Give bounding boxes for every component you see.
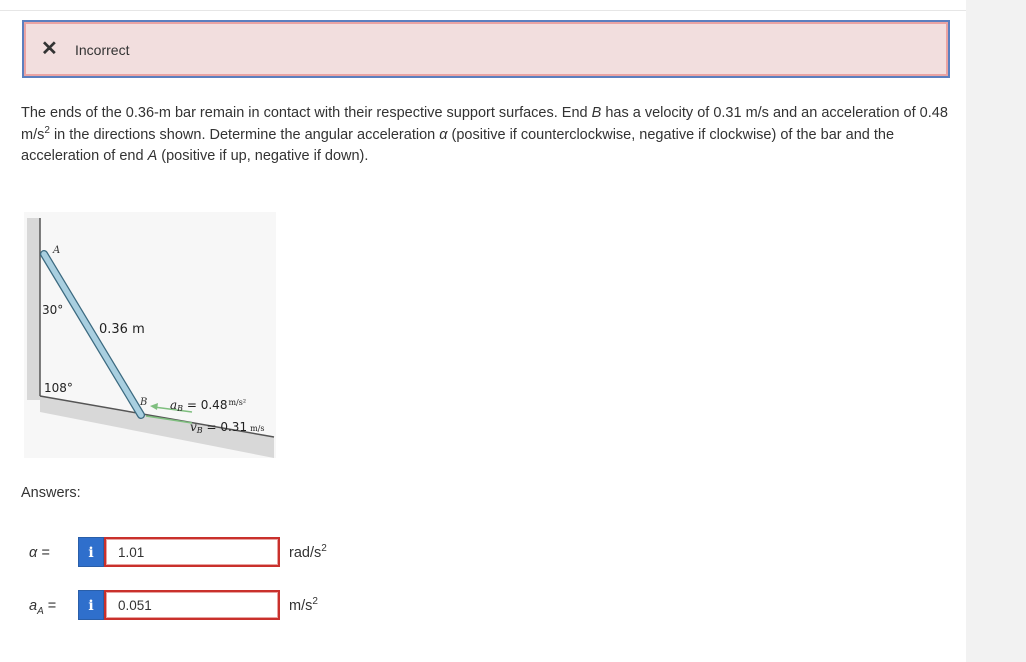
- unit-superscript: 2: [312, 596, 318, 607]
- velocity-subscript: B: [196, 426, 203, 435]
- answer-unit-alpha: [289, 543, 327, 561]
- question-part: The ends of the 0.36-m bar remain in contact with their respective support surfaces. End: [21, 105, 592, 121]
- answer-variable-alpha: α =: [29, 545, 50, 561]
- question-part: has a velocity of 0.31 m/s and an acceleration of 0.48 m/s: [21, 105, 948, 143]
- answer-row-aa: [0, 590, 400, 622]
- angle-30-label: 30°: [42, 303, 64, 317]
- info-icon-button[interactable]: i: [78, 590, 104, 620]
- answer-variable-aa: [29, 598, 56, 617]
- acceleration-unit: m/s²: [228, 398, 247, 407]
- aa-answer-input[interactable]: [104, 590, 280, 620]
- unit-text: m/s: [289, 597, 313, 614]
- result-banner: [22, 20, 950, 78]
- velocity-symbol: v: [190, 420, 197, 434]
- question-var-b: B: [591, 105, 602, 121]
- variable-subscript: A: [37, 605, 44, 617]
- question-var-a: A: [147, 148, 158, 164]
- question-part: (positive if counterclockwise, negative if clockwise) of the bar and the acceleration of end: [21, 126, 895, 164]
- acceleration-subscript: B: [177, 404, 184, 413]
- variable-symbol: a: [29, 598, 38, 614]
- bar-length-label: 0.36 m: [99, 322, 145, 337]
- equals-sign: =: [43, 598, 57, 614]
- unit-superscript: 2: [321, 543, 327, 554]
- answer-unit-aa: [289, 596, 318, 614]
- divider: [0, 10, 966, 11]
- question-var-alpha: α: [439, 126, 448, 143]
- x-mark-icon: ✕: [41, 38, 58, 60]
- acceleration-symbol: a: [170, 398, 178, 412]
- answers-heading: Answers:: [21, 485, 81, 501]
- velocity-value: = 0.31: [202, 420, 248, 434]
- question-sup: 2: [44, 124, 50, 136]
- info-icon-button[interactable]: i: [78, 537, 104, 567]
- alpha-answer-input[interactable]: [104, 537, 280, 567]
- question-part: (positive if up, negative if down).: [157, 148, 369, 164]
- velocity-unit: m/s: [250, 424, 265, 433]
- question-text: [21, 103, 951, 168]
- question-part: in the directions shown. Determine the angular acceleration: [49, 126, 440, 143]
- label-b: B: [140, 397, 148, 408]
- answer-row-alpha: [0, 537, 400, 569]
- problem-figure: [24, 212, 276, 458]
- unit-text: rad/s: [289, 544, 322, 561]
- wall-hatch: [27, 218, 40, 400]
- angle-108-label: 108°: [44, 381, 73, 395]
- result-label: Incorrect: [75, 42, 130, 58]
- acceleration-value: = 0.48: [183, 398, 228, 412]
- label-a: A: [53, 245, 61, 256]
